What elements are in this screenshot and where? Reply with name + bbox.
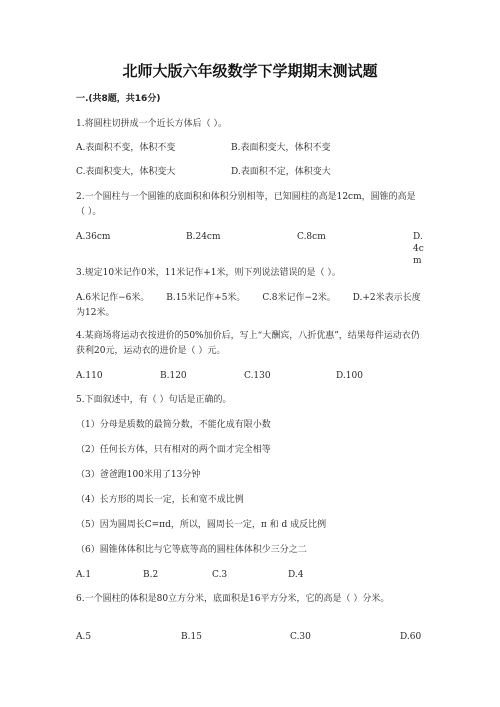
question-2-option-c: C.8cm [297,232,326,242]
page-title: 北师大版六年级数学下学期期末测试题 [122,62,378,80]
question-5-statement-6: （6）圆锥体体积比与它等底等高的圆柱体体积少三分之二 [76,545,307,555]
question-3-stem: 3.规定10米记作0米，11米记作+1米，则下列说法错误的是（ ）。 [76,268,341,278]
question-5-statement-5: （5）因为圆周长C=πd，所以，圆周长一定，π 和 d 成反比例 [76,520,327,530]
question-5-statement-2: （2）任何长方体，只有相对的两个面才完全相等 [76,445,271,455]
question-3-option-c: C.8米记作−2米。 [262,293,336,303]
question-6-option-b: B.15 [181,632,202,642]
section-heading: 一.(共8题，共16分) [76,94,161,104]
question-5-stem: 5.下面叙述中，有（ ）句话是正确的。 [76,395,232,405]
question-6-option-a: A.5 [76,632,92,642]
question-1-option-d: D.表面积不定，体积变大 [231,167,331,177]
question-4-option-d: D.100 [336,371,363,381]
question-5-option-d: D.4 [288,570,304,580]
question-1-option-b: B.表面积变大，体积不变 [231,143,331,153]
question-5-option-b: B.2 [143,570,159,580]
question-3-option-d: D.+2米表示长度为12米。 [76,293,421,318]
question-5-statement-1: （1）分母是质数的最简分数，不能化成有限小数 [76,420,271,430]
question-4-option-c: C.130 [244,371,271,381]
question-5-statement-3: （3）爸爸跑100米用了13分钟 [76,470,201,480]
question-3-option-b: B.15米记作+5米。 [166,293,246,303]
question-5-option-c: C.3 [212,570,228,580]
question-5-option-a: A.1 [76,570,92,580]
question-3-option-a: A.6米记作−6米。 [76,293,150,303]
question-1-option-a: A.表面积不变，体积不变 [76,143,176,153]
question-5-statement-4: （4）长方形的周长一定，长和宽不成比例 [76,495,244,505]
question-6-option-c: C.30 [290,632,311,642]
question-2-option-d: D.4cm [413,232,424,266]
question-4-option-b: B.120 [160,371,187,381]
question-2-option-b: B.24cm [186,232,221,242]
question-1-option-c: C.表面积变大，体积变大 [76,167,176,177]
question-3-options [76,291,428,321]
question-6-stem: 6.一个圆柱的体积是80立方分米，底面积是16平方分米，它的高是（ ）分米。 [76,594,390,604]
question-1-stem: 1.将圆柱切拼成一个近长方体后（ ）。 [76,119,227,129]
question-2-stem: 2.一个圆柱与一个圆锥的底面积和体积分别相等，已知圆柱的高是12cm，圆锥的高是（ ）。 [76,192,416,217]
question-6-option-d: D.60 [400,632,422,642]
question-4-stem: 4.某商场将运动衣按进价的50%加价后，写上“大酬宾，八折优惠”，结果每件运动衣仍获利20元，运动衣的进价是（ ）元。 [76,331,420,356]
question-2-option-a: A.36cm [76,232,111,242]
question-4-option-a: A.110 [76,371,103,381]
